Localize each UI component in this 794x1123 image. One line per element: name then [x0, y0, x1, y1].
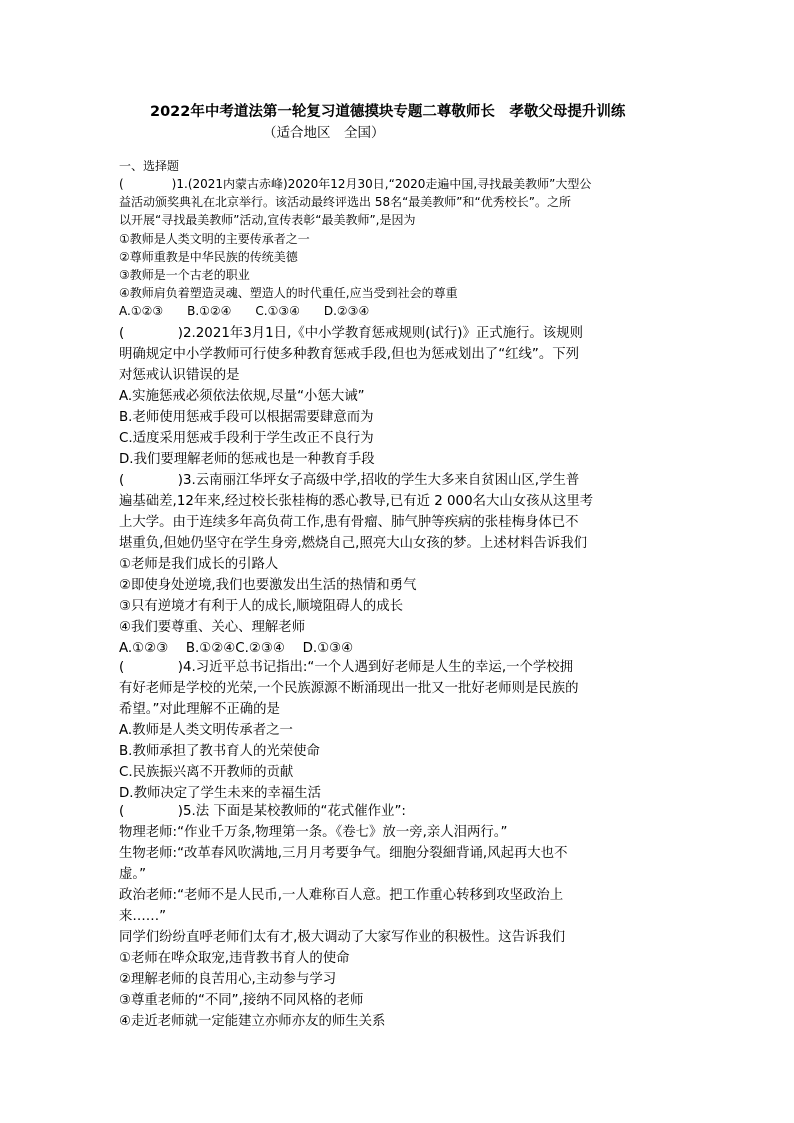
- question-text-line: 有好老师是学校的光荣,一个民族源源不断涌现出一批又一批好老师则是民族的: [119, 681, 579, 696]
- document-title: 2022年中考道法第一轮复习道德摸块专题二尊敬师长 孝敬父母提升训练: [150, 104, 626, 120]
- question-text-line: ( )4.习近平总书记指出:“一个人遇到好老师是人生的幸运,一个学校拥: [119, 660, 574, 675]
- answer-choices: A.①②③ B.①②④C.②③④ D.①③④: [119, 641, 354, 656]
- question-text-line: ( )5.法 下面是某校教师的“花式催作业”:: [119, 804, 406, 819]
- section-heading: [119, 159, 679, 177]
- question-text-line: 生物老师:“改革春风吹满地,三月月考要争气。细胞分裂細背诵,风起再大也不: [119, 846, 568, 861]
- option-line: ④走近老师就一定能建立亦师亦友的师生关系: [119, 1014, 386, 1029]
- question-text-line: ( )1.(2021内蒙古赤峰)2020年12月30日,“2020走遍中国,寻找最美教师”大型公: [119, 177, 592, 191]
- question-text-line: 希望。”对此理解不正确的是: [119, 702, 280, 717]
- option-line: ③尊重老师的“不同”,接纳不同风格的老师: [119, 993, 364, 1008]
- section-title: 一、选择题: [119, 159, 180, 173]
- question-4: [119, 656, 679, 803]
- answer-choice: A.实施惩戒必须依法依规,尽量“小惩大诫”: [119, 389, 365, 404]
- question-text-line: 明确规定中小学教师可行使多种教育惩戒手段,但也为惩戒划出了“红线”。下列: [119, 347, 580, 362]
- question-2: [119, 322, 679, 469]
- option-line: ②理解老师的良苦用心,主动参与学习: [119, 972, 337, 987]
- answer-choice: B.老师使用惩戒手段可以根据需要肆意而为: [119, 410, 374, 425]
- option-line: ④我们要尊重、关心、理解老师: [119, 620, 306, 635]
- document-subtitle: （适合地区 全国）: [263, 125, 385, 141]
- answer-choice: D.教师决定了学生未来的幸福生活: [119, 786, 322, 801]
- option-line: ②尊师重教是中华民族的传统美德: [119, 249, 298, 264]
- option-line: ④教师肩负着塑造灵魂、塑造人的时代重任,应当受到社会的尊重: [119, 286, 458, 301]
- question-text-line: 政治老师:“老师不是人民币,一人难称百人意。把工作重心转移到攻坚政治上: [119, 888, 564, 903]
- answer-choice: A.教师是人类文明传承者之一: [119, 723, 293, 738]
- question-text-line: 物理老师:“作业千万条,物理第一条。《卷七》放一旁,亲人泪两行。”: [119, 825, 508, 840]
- question-text-line: ( )3.云南丽江华坪女子高级中学,招收的学生大多来自贫困山区,学生普: [119, 473, 580, 488]
- question-1: [119, 177, 679, 323]
- question-text-line: 对惩戒认识错误的是: [119, 368, 240, 383]
- question-text-line: 同学们纷纷直呼老师们太有才,极大调动了大家写作业的积极性。这告诉我们: [119, 930, 566, 945]
- answer-choice: B.教师承担了教书育人的光荣使命: [119, 744, 320, 759]
- question-text-line: 遍基础差,12年来,经过校长张桂梅的悉心教导,已有近 2 000名大山女孩从这里考: [119, 494, 594, 509]
- option-line: ③只有逆境才有利于人的成长,顺境阻碍人的成长: [119, 599, 404, 614]
- question-text-line: 虚。”: [119, 867, 147, 882]
- question-text-line: 以开展“寻找最美教师”活动,宣传表彰“最美教师”,是因为: [119, 213, 416, 228]
- option-line: ①老师在哗众取宠,违背教书育人的使命: [119, 951, 350, 966]
- answer-choices: A.①②③ B.①②④ C.①③④ D.②③④: [119, 304, 370, 319]
- option-line: ③教师是一个古老的职业: [119, 267, 250, 282]
- question-text-line: 益活动颁奖典礼在北京举行。该活动最终评选出 58名“最美教师”和“优秀校长”。之所: [119, 195, 571, 210]
- answer-choice: C.适度采用惩戒手段利于学生改正不良行为: [119, 431, 374, 446]
- question-3: [119, 469, 679, 658]
- answer-choice: C.民族振兴离不开教师的贡献: [119, 765, 294, 780]
- answer-choice: D.我们要理解老师的惩戒也是一种教育手段: [119, 452, 375, 467]
- question-5: [119, 800, 679, 1031]
- question-text-line: 来……”: [119, 909, 167, 924]
- question-text-line: ( )2.2021年3月1日,《中小学教育惩戒规则(试行)》正式施行。该规则: [119, 326, 583, 341]
- option-line: ②即使身处逆境,我们也要激发出生活的热情和勇气: [119, 578, 417, 593]
- question-text-line: 上大学。由于连续多年高负荷工作,患有骨瘤、肺气肿等疾病的张桂梅身体已不: [119, 515, 579, 530]
- option-line: ①教师是人类文明的主要传承者之一: [119, 231, 310, 246]
- option-line: ①老师是我们成长的引路人: [119, 557, 279, 572]
- question-text-line: 堪重负,但她仍坚守在学生身旁,燃烧自己,照亮大山女孩的梦。上述材料告诉我们: [119, 536, 588, 551]
